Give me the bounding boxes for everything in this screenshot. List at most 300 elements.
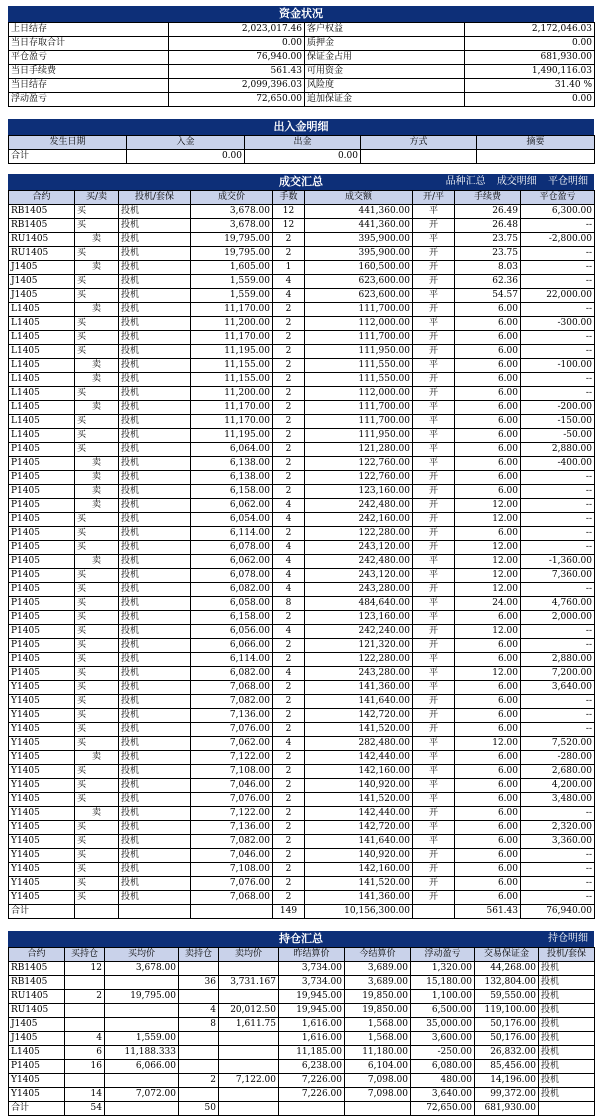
cell: 6,078.00 bbox=[191, 541, 273, 555]
cell: 投机 bbox=[119, 499, 191, 513]
cell: 11,170.00 bbox=[191, 331, 273, 345]
cell: 开 bbox=[413, 625, 455, 639]
table-row bbox=[9, 835, 595, 849]
cell: 19,795.00 bbox=[191, 247, 273, 261]
table-row bbox=[9, 793, 595, 807]
cell bbox=[219, 1088, 279, 1102]
table-row bbox=[9, 331, 595, 345]
table-row bbox=[9, 275, 595, 289]
table-row bbox=[9, 681, 595, 695]
cell: -- bbox=[521, 583, 595, 597]
cell: 11,200.00 bbox=[191, 317, 273, 331]
cell: 2 bbox=[273, 695, 305, 709]
cell: P1405 bbox=[9, 555, 75, 569]
cell: 1,605.00 bbox=[191, 261, 273, 275]
cell: 7,108.00 bbox=[191, 863, 273, 877]
cell: 投机 bbox=[119, 821, 191, 835]
cell: L1405 bbox=[9, 359, 75, 373]
cell: 6,066.00 bbox=[105, 1060, 179, 1074]
cell: 0.00 bbox=[245, 150, 361, 164]
cell: 投机 bbox=[119, 793, 191, 807]
cell: 投机 bbox=[119, 639, 191, 653]
cell: 7,520.00 bbox=[521, 737, 595, 751]
cell: 11,170.00 bbox=[191, 303, 273, 317]
table-row bbox=[9, 821, 595, 835]
cell: 19,945.00 bbox=[279, 990, 345, 1004]
cell: Y1405 bbox=[9, 793, 75, 807]
cell: 3,731.167 bbox=[219, 976, 279, 990]
cell: 买 bbox=[75, 695, 119, 709]
total-cell bbox=[539, 1102, 595, 1116]
cell: 投机 bbox=[119, 569, 191, 583]
cell: 6.00 bbox=[455, 331, 521, 345]
cell: 开 bbox=[413, 541, 455, 555]
cell: 买 bbox=[75, 779, 119, 793]
cell: -2,800.00 bbox=[521, 233, 595, 247]
cell: 26,832.00 bbox=[475, 1046, 539, 1060]
cell: 投机 bbox=[119, 527, 191, 541]
table-row bbox=[9, 317, 595, 331]
cell: 平 bbox=[413, 597, 455, 611]
funds-label: 当日存取合计 bbox=[9, 37, 169, 51]
funds-label: 保证金占用 bbox=[305, 51, 465, 65]
cell: P1405 bbox=[9, 611, 75, 625]
table-row bbox=[9, 303, 595, 317]
table-row bbox=[9, 219, 595, 233]
cell: P1405 bbox=[9, 541, 75, 555]
total-cell bbox=[119, 905, 191, 919]
cell: 开 bbox=[413, 723, 455, 737]
cell bbox=[105, 1018, 179, 1032]
cell: 36 bbox=[179, 976, 219, 990]
column-header: 交易保证金 bbox=[475, 948, 539, 962]
cell: 投机 bbox=[539, 962, 595, 976]
cell: 12.00 bbox=[455, 569, 521, 583]
cell bbox=[219, 962, 279, 976]
cell: 卖 bbox=[75, 457, 119, 471]
column-header: 成交额 bbox=[305, 191, 413, 205]
cell: 11,185.00 bbox=[279, 1046, 345, 1060]
table-row bbox=[9, 289, 595, 303]
cell: 6.00 bbox=[455, 373, 521, 387]
cell: 2 bbox=[179, 1074, 219, 1088]
cell: 投机 bbox=[119, 359, 191, 373]
cell: 投机 bbox=[539, 1032, 595, 1046]
cell: 买 bbox=[75, 639, 119, 653]
cell: 140,920.00 bbox=[305, 779, 413, 793]
cell: P1405 bbox=[9, 667, 75, 681]
cell: L1405 bbox=[9, 401, 75, 415]
cell: 2,320.00 bbox=[521, 821, 595, 835]
total-cell: 72,650.00 bbox=[411, 1102, 475, 1116]
cell: 3,678.00 bbox=[105, 962, 179, 976]
cell: 142,160.00 bbox=[305, 765, 413, 779]
cell: 12.00 bbox=[455, 737, 521, 751]
cell: 3,678.00 bbox=[191, 205, 273, 219]
table-row bbox=[9, 1046, 595, 1060]
table-row bbox=[9, 891, 595, 905]
cell: -- bbox=[521, 247, 595, 261]
cell: 买 bbox=[75, 597, 119, 611]
cell: 平 bbox=[413, 611, 455, 625]
table-row bbox=[9, 765, 595, 779]
cell: 平 bbox=[413, 569, 455, 583]
table-row bbox=[9, 359, 595, 373]
cell: 243,120.00 bbox=[305, 569, 413, 583]
funds-value: 561.43 bbox=[169, 65, 305, 79]
table-row bbox=[9, 1018, 595, 1032]
link-position-detail[interactable]: 持仓明细 bbox=[548, 933, 588, 944]
cell: 54.57 bbox=[455, 289, 521, 303]
cell: 111,950.00 bbox=[305, 345, 413, 359]
cell: 111,700.00 bbox=[305, 415, 413, 429]
cell: 19,795.00 bbox=[191, 233, 273, 247]
cell: 投机 bbox=[539, 990, 595, 1004]
cell: 6,064.00 bbox=[191, 443, 273, 457]
cell: 卖 bbox=[75, 373, 119, 387]
cell: 484,640.00 bbox=[305, 597, 413, 611]
cell: 买 bbox=[75, 317, 119, 331]
cell: 6.00 bbox=[455, 457, 521, 471]
cell: 6.00 bbox=[455, 653, 521, 667]
cell: 141,520.00 bbox=[305, 723, 413, 737]
cell: 3,640.00 bbox=[411, 1088, 475, 1102]
cell: 12.00 bbox=[455, 625, 521, 639]
cell: 7,226.00 bbox=[279, 1088, 345, 1102]
cell: 平 bbox=[413, 835, 455, 849]
cell: 6,138.00 bbox=[191, 471, 273, 485]
total-cell bbox=[345, 1102, 411, 1116]
cell: 6.00 bbox=[455, 359, 521, 373]
cell: 12 bbox=[65, 962, 105, 976]
cell: 投机 bbox=[119, 681, 191, 695]
cell: 6.00 bbox=[455, 485, 521, 499]
cell: 19,795.00 bbox=[105, 990, 179, 1004]
cell: Y1405 bbox=[9, 737, 75, 751]
cell: 11,155.00 bbox=[191, 359, 273, 373]
cell: 20,012.50 bbox=[219, 1004, 279, 1018]
cell: 买 bbox=[75, 667, 119, 681]
cash-title: 出入金明细 bbox=[8, 119, 594, 135]
total-cell: 561.43 bbox=[455, 905, 521, 919]
cell: 1,616.00 bbox=[279, 1018, 345, 1032]
cell: P1405 bbox=[9, 1060, 65, 1074]
cell: 买 bbox=[75, 415, 119, 429]
cell bbox=[179, 1088, 219, 1102]
table-row bbox=[9, 653, 595, 667]
link-product-summary[interactable]: 品种汇总 bbox=[445, 176, 486, 187]
cell: 平 bbox=[413, 429, 455, 443]
cell: 6.00 bbox=[455, 415, 521, 429]
cell: 1 bbox=[273, 261, 305, 275]
cell: 11,200.00 bbox=[191, 387, 273, 401]
cell: 2 bbox=[273, 779, 305, 793]
cell: 投机 bbox=[119, 233, 191, 247]
cell: 平 bbox=[413, 821, 455, 835]
cell: 2 bbox=[273, 751, 305, 765]
cell: 142,720.00 bbox=[305, 709, 413, 723]
cell: 卖 bbox=[75, 751, 119, 765]
cell: 35,000.00 bbox=[411, 1018, 475, 1032]
cell: -- bbox=[521, 807, 595, 821]
total-cell bbox=[219, 1102, 279, 1116]
funds-row bbox=[9, 93, 595, 107]
cash-section bbox=[8, 119, 594, 164]
cell: 12.00 bbox=[455, 667, 521, 681]
cell: 12 bbox=[273, 219, 305, 233]
cell: 122,760.00 bbox=[305, 471, 413, 485]
cell: 7,122.00 bbox=[191, 751, 273, 765]
cell: -- bbox=[521, 373, 595, 387]
cash-table bbox=[8, 135, 595, 164]
table-row bbox=[9, 205, 595, 219]
cell: 开 bbox=[413, 275, 455, 289]
column-header: 浮动盈亏 bbox=[411, 948, 475, 962]
cell bbox=[219, 1060, 279, 1074]
cell: 2,000.00 bbox=[521, 611, 595, 625]
cell: 2 bbox=[273, 821, 305, 835]
cell: 12 bbox=[273, 205, 305, 219]
cell: 投机 bbox=[119, 247, 191, 261]
cell: 132,804.00 bbox=[475, 976, 539, 990]
cell: 99,372.00 bbox=[475, 1088, 539, 1102]
cell: 投机 bbox=[119, 261, 191, 275]
cell: 2 bbox=[273, 471, 305, 485]
cell: Y1405 bbox=[9, 723, 75, 737]
cell: 0.00 bbox=[127, 150, 245, 164]
cell: 141,360.00 bbox=[305, 681, 413, 695]
total-row bbox=[9, 905, 595, 919]
cell: 卖 bbox=[75, 485, 119, 499]
cell: 243,280.00 bbox=[305, 583, 413, 597]
cell: 242,240.00 bbox=[305, 625, 413, 639]
cell: 7,098.00 bbox=[345, 1088, 411, 1102]
table-row bbox=[9, 597, 595, 611]
cell: 480.00 bbox=[411, 1074, 475, 1088]
cell: 开 bbox=[413, 513, 455, 527]
funds-row bbox=[9, 65, 595, 79]
cell: 6,300.00 bbox=[521, 205, 595, 219]
funds-value: 72,650.00 bbox=[169, 93, 305, 107]
cell: RU1405 bbox=[9, 1004, 65, 1018]
cell: 2 bbox=[273, 877, 305, 891]
cell: 2 bbox=[273, 401, 305, 415]
cell: 6.00 bbox=[455, 709, 521, 723]
cell: 买 bbox=[75, 681, 119, 695]
cell: 2 bbox=[273, 247, 305, 261]
cell: 7,122.00 bbox=[219, 1074, 279, 1088]
cell: 投机 bbox=[119, 709, 191, 723]
trades-title-bar bbox=[8, 174, 594, 190]
column-header: 开/平 bbox=[413, 191, 455, 205]
funds-label: 平仓盈亏 bbox=[9, 51, 169, 65]
cell: 2 bbox=[273, 891, 305, 905]
funds-label: 客户权益 bbox=[305, 23, 465, 37]
funds-value: 76,940.00 bbox=[169, 51, 305, 65]
cell: -- bbox=[521, 345, 595, 359]
cell: 11,195.00 bbox=[191, 345, 273, 359]
cell: 投机 bbox=[119, 555, 191, 569]
cell: 6.00 bbox=[455, 471, 521, 485]
cell: 4 bbox=[179, 1004, 219, 1018]
table-row bbox=[9, 737, 595, 751]
cell: 买 bbox=[75, 891, 119, 905]
cell: 23.75 bbox=[455, 247, 521, 261]
cell: 3,678.00 bbox=[191, 219, 273, 233]
cell: -280.00 bbox=[521, 751, 595, 765]
cell: 卖 bbox=[75, 807, 119, 821]
table-row bbox=[9, 807, 595, 821]
cell: 4 bbox=[273, 499, 305, 513]
cell: 平 bbox=[413, 457, 455, 471]
total-cell: 合计 bbox=[9, 905, 75, 919]
cell: 卖 bbox=[75, 499, 119, 513]
cell: 6,158.00 bbox=[191, 611, 273, 625]
funds-table bbox=[8, 22, 595, 107]
funds-label: 可用资金 bbox=[305, 65, 465, 79]
cell: 投机 bbox=[119, 863, 191, 877]
cell: Y1405 bbox=[9, 1074, 65, 1088]
column-header: 平仓盈亏 bbox=[521, 191, 595, 205]
cell: 投机 bbox=[119, 415, 191, 429]
cell: 7,098.00 bbox=[345, 1074, 411, 1088]
cell bbox=[219, 1032, 279, 1046]
cell: 买 bbox=[75, 219, 119, 233]
cell: 8 bbox=[179, 1018, 219, 1032]
cell: 6,066.00 bbox=[191, 639, 273, 653]
cell: 19,850.00 bbox=[345, 990, 411, 1004]
cell: 2 bbox=[273, 807, 305, 821]
table-row bbox=[9, 962, 595, 976]
cell: J1405 bbox=[9, 289, 75, 303]
cell: 买 bbox=[75, 541, 119, 555]
cell: -250.00 bbox=[411, 1046, 475, 1060]
cell: 买 bbox=[75, 835, 119, 849]
cell: 投机 bbox=[119, 807, 191, 821]
cell: L1405 bbox=[9, 387, 75, 401]
table-row bbox=[9, 976, 595, 990]
cell: 平 bbox=[413, 793, 455, 807]
cell: 142,160.00 bbox=[305, 863, 413, 877]
table-row bbox=[9, 877, 595, 891]
cell bbox=[219, 1046, 279, 1060]
cell: -150.00 bbox=[521, 415, 595, 429]
cell: 4 bbox=[273, 541, 305, 555]
cell: 2 bbox=[273, 653, 305, 667]
cell: 开 bbox=[413, 247, 455, 261]
cell: 买 bbox=[75, 849, 119, 863]
cell: 买 bbox=[75, 569, 119, 583]
cell: RU1405 bbox=[9, 247, 75, 261]
cell: 2 bbox=[273, 863, 305, 877]
trades-section bbox=[8, 174, 594, 919]
cell: 开 bbox=[413, 387, 455, 401]
cell: 平 bbox=[413, 751, 455, 765]
cell: 122,280.00 bbox=[305, 527, 413, 541]
cell: 6,058.00 bbox=[191, 597, 273, 611]
cell: 投机 bbox=[539, 1088, 595, 1102]
cell: 441,360.00 bbox=[305, 219, 413, 233]
cell: 6.00 bbox=[455, 891, 521, 905]
funds-label: 当日结存 bbox=[9, 79, 169, 93]
cell: 1,559.00 bbox=[191, 275, 273, 289]
funds-value: 1,490,116.03 bbox=[465, 65, 595, 79]
cell: 卖 bbox=[75, 471, 119, 485]
cell: 2 bbox=[273, 443, 305, 457]
cell: 16 bbox=[65, 1060, 105, 1074]
cell: 7,076.00 bbox=[191, 793, 273, 807]
cell: 3,734.00 bbox=[279, 962, 345, 976]
table-row bbox=[9, 233, 595, 247]
cell bbox=[179, 1032, 219, 1046]
cell: 121,280.00 bbox=[305, 443, 413, 457]
cell: 平 bbox=[413, 401, 455, 415]
cell: 投机 bbox=[119, 611, 191, 625]
cell: -- bbox=[521, 639, 595, 653]
total-cell bbox=[191, 905, 273, 919]
cell: Y1405 bbox=[9, 751, 75, 765]
link-close-detail[interactable]: 平仓明细 bbox=[548, 176, 588, 187]
total-cell bbox=[105, 1102, 179, 1116]
cell: 6.00 bbox=[455, 639, 521, 653]
cell: 122,760.00 bbox=[305, 457, 413, 471]
cell: 平 bbox=[413, 765, 455, 779]
cell: 22,000.00 bbox=[521, 289, 595, 303]
link-trade-detail[interactable]: 成交明细 bbox=[496, 176, 537, 187]
cell: P1405 bbox=[9, 443, 75, 457]
cell: -200.00 bbox=[521, 401, 595, 415]
cell: 6.00 bbox=[455, 681, 521, 695]
cell: 卖 bbox=[75, 261, 119, 275]
cell: Y1405 bbox=[9, 1088, 65, 1102]
cell: 7,076.00 bbox=[191, 723, 273, 737]
cell: L1405 bbox=[9, 415, 75, 429]
cell: 11,195.00 bbox=[191, 429, 273, 443]
cell: -- bbox=[521, 471, 595, 485]
cell: 44,268.00 bbox=[475, 962, 539, 976]
cell: 开 bbox=[413, 471, 455, 485]
table-row bbox=[9, 401, 595, 415]
cell: RB1405 bbox=[9, 976, 65, 990]
cell: 111,700.00 bbox=[305, 303, 413, 317]
cell: 2 bbox=[273, 723, 305, 737]
table-row bbox=[9, 429, 595, 443]
cell: 6,062.00 bbox=[191, 555, 273, 569]
positions-title: 持仓汇总 bbox=[279, 932, 323, 945]
cell: 开 bbox=[413, 219, 455, 233]
cell: 开 bbox=[413, 485, 455, 499]
cell: 26.49 bbox=[455, 205, 521, 219]
cell: -1,360.00 bbox=[521, 555, 595, 569]
column-header: 手续费 bbox=[455, 191, 521, 205]
cell: 112,000.00 bbox=[305, 387, 413, 401]
table-row bbox=[9, 751, 595, 765]
cell: 111,550.00 bbox=[305, 373, 413, 387]
cell: 2 bbox=[273, 681, 305, 695]
cell: 投机 bbox=[119, 737, 191, 751]
cell: 投机 bbox=[119, 891, 191, 905]
cell: 7,136.00 bbox=[191, 709, 273, 723]
cell: -- bbox=[521, 331, 595, 345]
cell: 6.00 bbox=[455, 807, 521, 821]
cell: 投机 bbox=[119, 317, 191, 331]
cell: 1,559.00 bbox=[191, 289, 273, 303]
cell: 开 bbox=[413, 849, 455, 863]
cell: 6.00 bbox=[455, 317, 521, 331]
cell: 3,360.00 bbox=[521, 835, 595, 849]
cell: 开 bbox=[413, 583, 455, 597]
total-cell: 681,930.00 bbox=[475, 1102, 539, 1116]
